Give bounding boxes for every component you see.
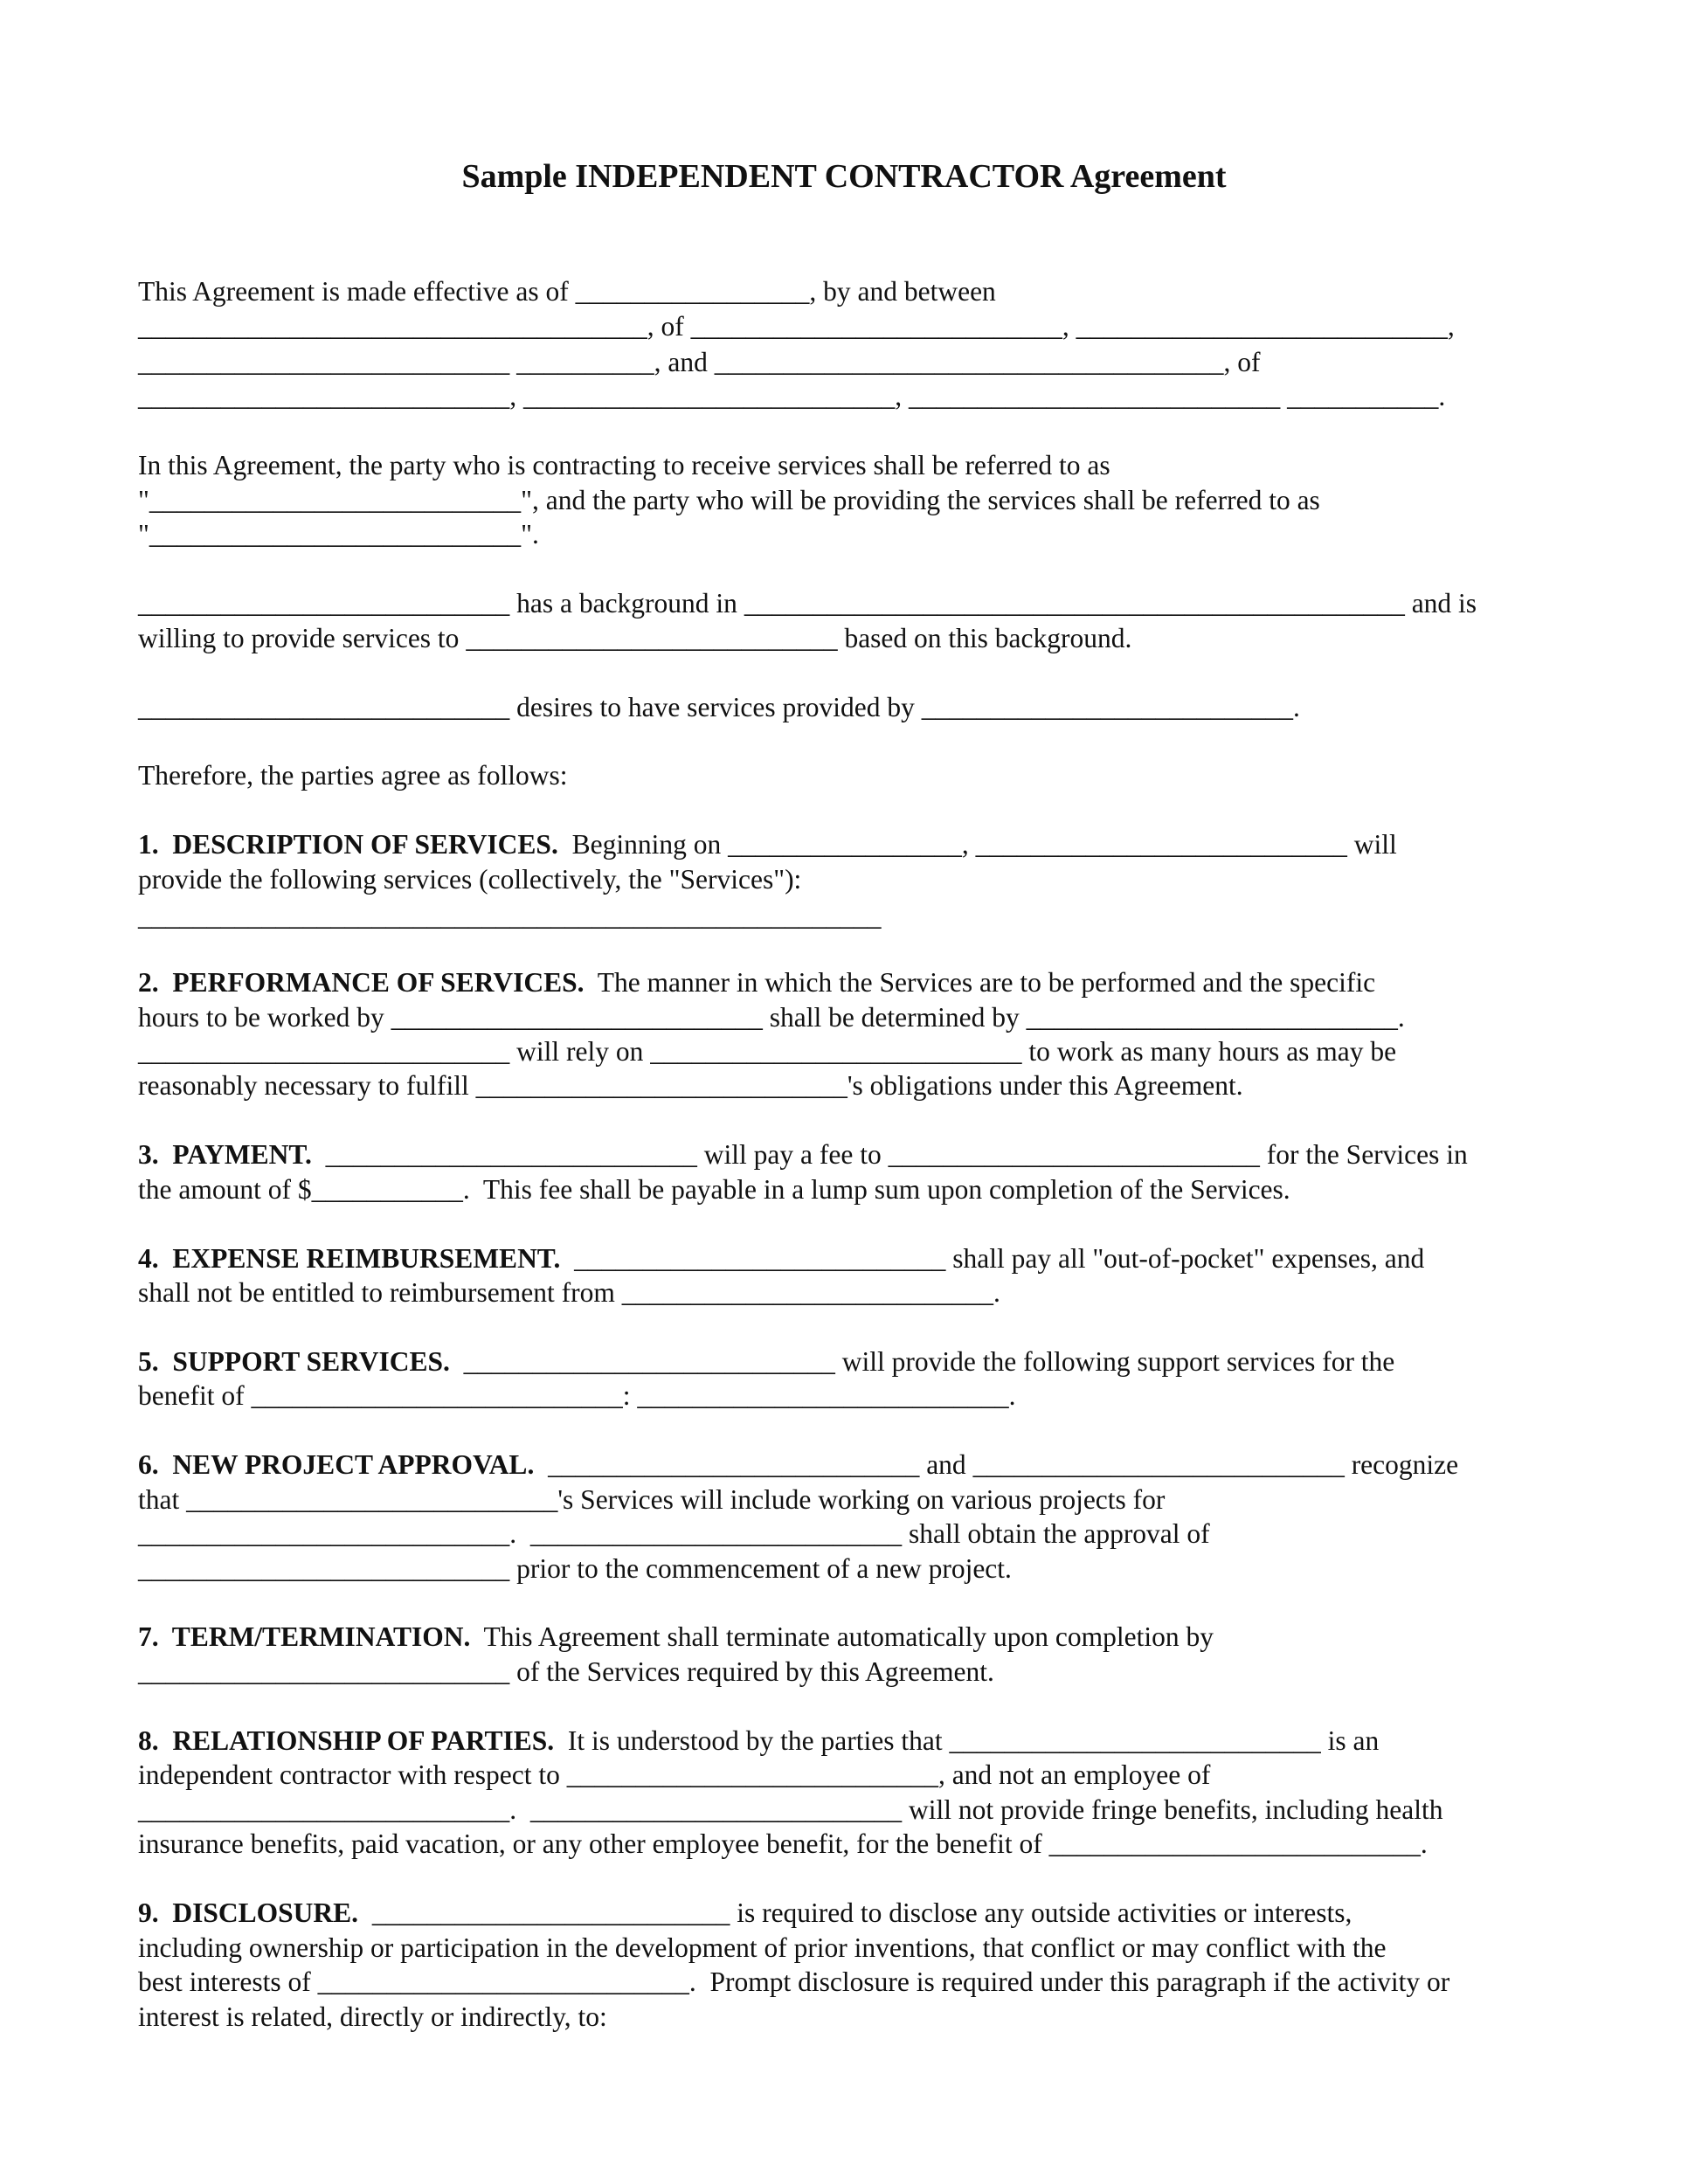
fill-in-blank[interactable]: ___________________________: [975, 829, 1347, 860]
document-line: [138, 862, 801, 897]
fill-in-blank[interactable]: ___________________________: [138, 1518, 510, 1549]
fill-in-blank[interactable]: __________: [516, 347, 654, 377]
document-line: [138, 483, 1320, 518]
document-line: [138, 1275, 1000, 1310]
fill-in-blank[interactable]: ___________________________: [566, 1759, 938, 1790]
body-text: [560, 1243, 574, 1274]
document-line: [138, 1758, 1210, 1793]
fill-in-blank[interactable]: __________________________: [371, 1897, 730, 1928]
document-line: [138, 309, 1455, 344]
body-text: will provide the following support services for the: [834, 1346, 1395, 1377]
fill-in-blank[interactable]: ___________________________: [621, 1277, 993, 1308]
body-text: shall not be entitled to reimbursement from: [138, 1277, 622, 1308]
body-text: .: [1397, 1002, 1405, 1033]
body-text: ": [138, 485, 149, 515]
fill-in-blank[interactable]: ___________________________: [149, 519, 522, 549]
fill-in-blank[interactable]: ___________________________: [523, 381, 896, 411]
body-text: , and: [654, 347, 715, 377]
body-text: that: [138, 1484, 187, 1515]
body-text: the amount of $: [138, 1174, 312, 1205]
body-text: ,: [509, 381, 523, 411]
body-text: [1280, 381, 1287, 411]
body-text: ", and the party who will be providing the services shall be referred to as: [521, 485, 1320, 515]
body-text: shall pay all "out-of-pocket" expenses, and: [945, 1243, 1425, 1274]
fill-in-blank[interactable]: ___________________________: [149, 485, 522, 515]
document-line: [138, 1896, 1352, 1931]
document-line: [138, 1793, 1442, 1828]
body-text: [358, 1897, 372, 1928]
body-text: [450, 1346, 464, 1377]
body-text: .: [993, 1277, 1000, 1308]
fill-in-blank[interactable]: _____________________________________: [138, 311, 647, 342]
document-line: [138, 965, 1375, 1000]
body-text: shall be determined by: [762, 1002, 1027, 1033]
body-text: 's obligations under this Agreement.: [847, 1070, 1243, 1101]
body-text: and: [919, 1449, 973, 1480]
fill-in-blank[interactable]: ___________________________: [909, 381, 1281, 411]
body-text: of the Services required by this Agreement.: [509, 1656, 994, 1687]
body-text: This Agreement shall terminate automatically upon completion by: [470, 1621, 1214, 1652]
document-line: [138, 1655, 994, 1690]
fill-in-blank[interactable]: ___________________________: [251, 1380, 623, 1411]
fill-in-blank[interactable]: ___________: [311, 1174, 463, 1205]
body-text: The manner in which the Services are to be performed and the specific: [584, 967, 1376, 998]
fill-in-blank[interactable]: _________________: [728, 829, 962, 860]
body-text: ,: [895, 381, 909, 411]
fill-in-blank[interactable]: ___________________________: [650, 1036, 1022, 1067]
body-text: has a background in: [509, 588, 744, 619]
fill-in-blank[interactable]: _________________: [575, 276, 810, 307]
body-text: based on this background.: [837, 623, 1132, 653]
body-text: , and not an employee of: [937, 1759, 1211, 1790]
document-line: [138, 899, 882, 934]
document-line: [138, 1000, 1405, 1035]
body-text: .: [509, 1518, 530, 1549]
section-heading: 6. NEW PROJECT APPROVAL.: [138, 1449, 535, 1480]
fill-in-blank[interactable]: ___________________________: [1026, 1002, 1398, 1033]
body-text: ".: [521, 519, 539, 549]
body-text: insurance benefits, paid vacation, or any other employee benefit, for the benefit of: [138, 1828, 1049, 1859]
body-text: :: [622, 1380, 638, 1411]
section-heading: 4. EXPENSE REIMBURSEMENT.: [138, 1243, 561, 1274]
body-text: .: [509, 1794, 530, 1825]
body-text: Therefore, the parties agree as follows:: [138, 760, 568, 791]
section-heading: 9. DISCLOSURE.: [138, 1897, 359, 1928]
body-text: interest is related, directly or indirectly, to:: [138, 2001, 607, 2032]
document-line: [138, 1931, 1387, 1966]
fill-in-blank[interactable]: ___________________________: [391, 1002, 763, 1033]
body-text: including ownership or participation in the development of prior inventions, that conflict or may conflict with the: [138, 1932, 1387, 1963]
body-text: ": [138, 519, 149, 549]
fill-in-blank[interactable]: ___________________________: [138, 1794, 510, 1825]
document-title: Sample INDEPENDENT CONTRACTOR Agreement: [461, 158, 1227, 195]
document-line: [138, 1448, 1458, 1482]
body-text: is required to disclose any outside activities or interests,: [730, 1897, 1352, 1928]
body-text: ,: [1062, 311, 1076, 342]
document-line: [138, 1827, 1428, 1862]
document-line: [138, 758, 568, 793]
body-text: , by and between: [809, 276, 996, 307]
document-line: [138, 1344, 1394, 1379]
body-text: In this Agreement, the party who is contracting to receive services shall be referred to as: [138, 450, 1110, 480]
section-heading: 8. RELATIONSHIP OF PARTIES.: [138, 1725, 555, 1756]
body-text: . Prompt disclosure is required under this paragraph if the activity or: [688, 1966, 1450, 1997]
body-text: , of: [1223, 347, 1261, 377]
document-line: [138, 345, 1260, 380]
fill-in-blank[interactable]: ___________________________: [138, 1036, 510, 1067]
fill-in-blank[interactable]: _____________________________________: [714, 347, 1224, 377]
body-text: [509, 347, 516, 377]
fill-in-blank[interactable]: ___________________________: [1076, 311, 1448, 342]
body-text: 's Services will include working on various projects for: [557, 1484, 1166, 1515]
body-text: to work as many hours as may be: [1021, 1036, 1397, 1067]
fill-in-blank[interactable]: ___________________________: [888, 1139, 1260, 1170]
fill-in-blank[interactable]: ___________________________: [548, 1449, 920, 1480]
body-text: .: [1438, 381, 1446, 411]
section-heading: 7. TERM/TERMINATION.: [138, 1621, 471, 1652]
document-line: [138, 1517, 1210, 1552]
fill-in-blank[interactable]: ___________________________: [1048, 1828, 1421, 1859]
body-text: [312, 1139, 326, 1170]
body-text: willing to provide services to: [138, 623, 467, 653]
body-text: , of: [647, 311, 691, 342]
fill-in-blank[interactable]: ___________: [1287, 381, 1439, 411]
document-line: [138, 827, 1397, 862]
fill-in-blank[interactable]: ___________________________: [138, 588, 510, 619]
section-heading: 5. SUPPORT SERVICES.: [138, 1346, 450, 1377]
body-text: hours to be worked by: [138, 1002, 391, 1033]
fill-in-blank[interactable]: ___________________________: [138, 1656, 510, 1687]
document-line: [138, 2000, 607, 2035]
section-heading: 1. DESCRIPTION OF SERVICES.: [138, 829, 558, 860]
fill-in-blank[interactable]: ___________________________: [325, 1139, 697, 1170]
fill-in-blank[interactable]: ___________________________: [138, 1553, 510, 1584]
body-text: will not provide fringe benefits, including health: [902, 1794, 1443, 1825]
fill-in-blank[interactable]: ___________________________: [921, 692, 1293, 722]
body-text: shall obtain the approval of: [902, 1518, 1210, 1549]
fill-in-blank[interactable]: ______________________________________________________: [138, 901, 882, 931]
document-line: [138, 517, 539, 552]
document-line: [138, 1034, 1396, 1069]
fill-in-blank[interactable]: ________________________________________________: [744, 588, 1405, 619]
fill-in-blank[interactable]: ___________________________: [138, 692, 510, 722]
fill-in-blank[interactable]: ___________________________: [972, 1449, 1345, 1480]
body-text: and is: [1404, 588, 1477, 619]
document-line: [138, 586, 1477, 621]
body-text: .: [1008, 1380, 1016, 1411]
fill-in-blank[interactable]: ___________________________: [529, 1794, 903, 1825]
fill-in-blank[interactable]: ___________________________: [463, 1346, 835, 1377]
body-text: .: [1420, 1828, 1428, 1859]
fill-in-blank[interactable]: ___________________________: [138, 381, 510, 411]
fill-in-blank[interactable]: ___________________________: [690, 311, 1062, 342]
document-line: [138, 1552, 1012, 1586]
body-text: benefit of: [138, 1380, 252, 1411]
document-line: [138, 274, 996, 309]
document-line: [138, 1068, 1243, 1103]
body-text: provide the following services (collectively, the "Services"):: [138, 864, 802, 895]
document-line: [138, 1379, 1015, 1413]
body-text: prior to the commencement of a new project.: [509, 1553, 1012, 1584]
body-text: will pay a fee to: [696, 1139, 889, 1170]
body-text: [534, 1449, 548, 1480]
document-line: [138, 448, 1110, 483]
body-text: ,: [961, 829, 976, 860]
body-text: for the Services in: [1259, 1139, 1468, 1170]
body-text: best interests of: [138, 1966, 318, 1997]
document-line: [138, 621, 1131, 656]
document-line: [138, 379, 1445, 414]
document-line: [138, 1482, 1165, 1517]
body-text: It is understood by the parties that: [554, 1725, 950, 1756]
document-line: [138, 1965, 1449, 2000]
document-line: [138, 1137, 1468, 1172]
fill-in-blank[interactable]: ___________________________: [466, 623, 838, 653]
document-line: [138, 1241, 1424, 1276]
fill-in-blank[interactable]: ___________________________: [186, 1484, 558, 1515]
body-text: will: [1346, 829, 1397, 860]
fill-in-blank[interactable]: ___________________________: [949, 1725, 1321, 1756]
body-text: will rely on: [509, 1036, 651, 1067]
fill-in-blank[interactable]: ___________________________: [574, 1243, 946, 1274]
body-text: is an: [1320, 1725, 1380, 1756]
body-text: Beginning on: [557, 829, 729, 860]
fill-in-blank[interactable]: ___________________________: [475, 1070, 847, 1101]
body-text: .: [1293, 692, 1300, 722]
fill-in-blank[interactable]: ___________________________: [317, 1966, 689, 1997]
body-text: ,: [1447, 311, 1455, 342]
fill-in-blank[interactable]: ___________________________: [637, 1380, 1009, 1411]
fill-in-blank[interactable]: ___________________________: [529, 1518, 903, 1549]
document-line: [138, 690, 1300, 725]
body-text: recognize: [1344, 1449, 1459, 1480]
document-line: [138, 1724, 1379, 1759]
document-line: [138, 1172, 1290, 1207]
body-text: desires to have services provided by: [509, 692, 922, 722]
fill-in-blank[interactable]: ___________________________: [138, 347, 510, 377]
body-text: This Agreement is made effective as of: [138, 276, 576, 307]
section-heading: 3. PAYMENT.: [138, 1139, 312, 1170]
body-text: . This fee shall be payable in a lump sum upon completion of the Services.: [462, 1174, 1290, 1205]
section-heading: 2. PERFORMANCE OF SERVICES.: [138, 967, 585, 998]
document-line: [138, 1620, 1214, 1655]
body-text: independent contractor with respect to: [138, 1759, 567, 1790]
body-text: reasonably necessary to fulfill: [138, 1070, 476, 1101]
